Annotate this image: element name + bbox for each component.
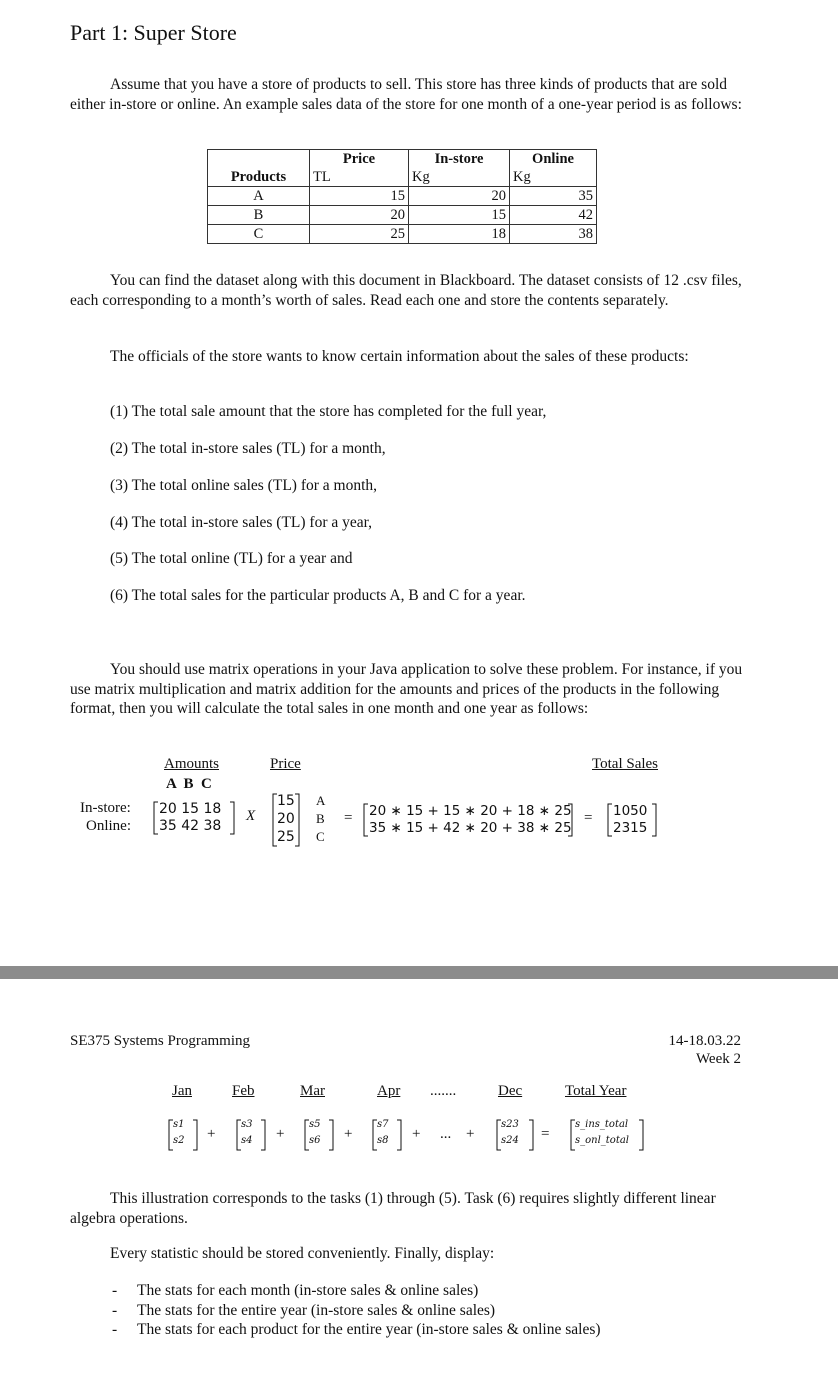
task-item: (1) The total sale amount that the store has completed for the full year, [110,403,547,420]
amounts-matrix [152,800,236,836]
task-item: (2) The total in-store sales (TL) for a month, [110,440,386,457]
bullet-marker: - [112,1321,118,1338]
month-vector: s3 s4 [236,1118,266,1152]
price-letter: A [316,793,326,808]
total-year-label: Total Year [565,1083,627,1099]
header-instore: In-store [409,150,510,169]
task-item: (5) The total online (TL) for a year and [110,550,353,567]
dataset-paragraph: You can find the dataset along with this document in Blackboard. The dataset consists of 12 .csv files, each corresponding to a month’s worth of sales. Read each one and store the contents separately. [70,272,742,309]
task-item: (6) The total sales for the particular products A, B and C for a year. [110,587,526,604]
result-vector: 1050 2315 [606,802,658,838]
ellipsis-symbol: ... [440,1126,452,1142]
intro-paragraph: Assume that you have a store of products to sell. This store has three kinds of products that are sold either in-store or online. An example sales data of the store for one month of a one-year period is as follows: [70,76,742,113]
month-ellipsis: ....... [430,1083,457,1099]
plus-symbol: + [412,1126,421,1142]
page-divider [0,966,838,979]
task-item: (3) The total online sales (TL) for a month, [110,477,378,494]
total-sales-label: Total Sales [592,756,659,772]
equals-symbol: = [344,810,353,826]
month-vector: s5 s6 [304,1118,334,1152]
month-vector: s23 s24 [496,1118,534,1152]
bullet-marker: - [112,1282,118,1299]
expression-matrix [362,802,574,838]
bullet-item: The stats for the entire year (in-store sales & online sales) [137,1302,496,1319]
month-label: Dec [498,1083,523,1099]
date-label: 14-18.03.22 [668,1033,741,1049]
unit-instore: Kg [409,168,510,187]
price-vector: 15 20 25 [272,792,300,848]
price-letter: B [316,811,325,826]
equals-symbol: = [541,1126,550,1142]
course-label: SE375 Systems Programming [70,1033,251,1049]
month-vector: s1 s2 [168,1118,198,1152]
table-row: A 15 20 35 [208,187,597,206]
month-vector: s7 s8 [372,1118,402,1152]
month-label: Jan [172,1083,192,1099]
amount-row: 35 42 38 [159,818,222,834]
sales-table [207,149,597,244]
row-instore-label: In-store: [80,800,131,816]
expression-row: 20 ∗ 15 + 15 ∗ 20 + 18 ∗ 25 [369,803,572,819]
table-row: C 25 18 38 [208,225,597,244]
bullet-marker: - [112,1302,118,1319]
month-label: Mar [300,1083,325,1099]
month-label: Apr [377,1083,401,1099]
price-letter: C [316,829,325,844]
header-online: Online [510,150,597,169]
table-row: B 20 15 42 [208,206,597,225]
price-label: Price [270,756,301,772]
plus-symbol: + [344,1126,353,1142]
illustration-paragraph: This illustration corresponds to the tasks (1) through (5). Task (6) requires slightly different linear algebra operations. [70,1190,716,1227]
task-item: (4) The total in-store sales (TL) for a year, [110,514,373,531]
header-price: Price [310,150,409,169]
matrix-paragraph: You should use matrix operations in your Java application to solve these problem. For instance, if you use matrix multiplication and matrix addition for the amounts and prices of the products in the following format, then you will calculate the total sales in one month and one year as follows: [70,661,743,717]
display-paragraph: Every statistic should be stored conveniently. Finally, display: [110,1245,495,1262]
month-label: Feb [232,1083,255,1099]
unit-online: Kg [510,168,597,187]
plus-symbol: + [207,1126,216,1142]
officials-paragraph: The officials of the store wants to know certain information about the sales of these products: [110,348,689,365]
abc-label: A B C [166,776,212,792]
plus-symbol: + [276,1126,285,1142]
table-corner [208,150,310,169]
expression-row: 35 ∗ 15 + 42 ∗ 20 + 38 ∗ 25 [369,820,572,836]
amounts-label: Amounts [164,756,220,772]
page-title: Part 1: Super Store [70,20,237,45]
row-online-label: Online: [86,818,131,834]
times-symbol: X [246,808,256,824]
unit-price: TL [310,168,409,187]
plus-symbol: + [466,1126,475,1142]
bullet-item: The stats for each month (in-store sales & online sales) [137,1282,479,1299]
total-vector: s_ins_total s_onl_total [570,1118,644,1152]
amount-row: 20 15 18 [159,801,222,817]
bullet-item: The stats for each product for the entire year (in-store sales & online sales) [137,1321,601,1338]
week-label: Week 2 [695,1051,741,1067]
equals-symbol: = [584,810,593,826]
header-products: Products [208,168,310,187]
